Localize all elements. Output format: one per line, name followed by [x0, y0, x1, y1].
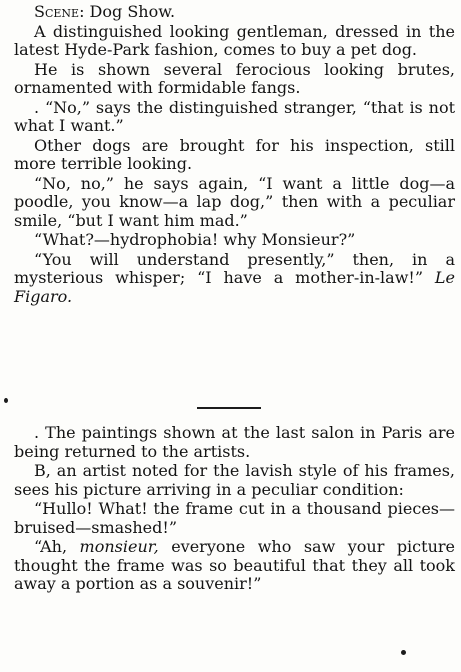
paragraph-hydrophobia: “What?—hydrophobia! why Monsieur?”: [34, 230, 356, 249]
paragraph-hullo: “Hullo! What! the frame cut in a thousand pieces—bruised—smashed!”: [14, 499, 455, 537]
paragraph-artist: B, an artist noted for the lavish style of his frames, sees his picture arriving in a peculiar condition:: [14, 461, 455, 499]
scene-heading: [0, 3, 461, 22]
paragraph-brutes: He is shown several ferocious looking brutes, ornamented with formidable fangs.: [14, 59, 455, 97]
scene-label: Scene: [34, 2, 80, 21]
punchline-text: “You will understand presently,” then, in a mysterious whisper; “I have a mother-in-law!”: [14, 249, 455, 287]
source-attribution: Le Figaro.: [14, 268, 455, 306]
ink-speck: [4, 398, 8, 403]
paragraph-gentleman: A distinguished looking gentleman, dressed in the latest Hyde-Park fashion, comes to buy a pet dog.: [14, 21, 455, 59]
dog-show-anecdote: [0, 3, 461, 307]
souvenir-ending: everyone who saw your picture thought the frame was so beautiful that they all took away a portion as a souvenir!”: [14, 537, 455, 593]
souvenir-italic: monsieur,: [79, 537, 159, 556]
paragraph-other-dogs: Other dogs are brought for his inspection, still more terrible looking.: [14, 135, 455, 173]
paragraph-salon: . The paintings shown at the last salon in Paris are being returned to the artists.: [14, 423, 455, 461]
salon-frames-anecdote: [0, 424, 461, 595]
ink-speck: [401, 650, 406, 655]
paragraph-souvenir: [0, 538, 461, 594]
paragraph-mother-in-law: [0, 251, 461, 307]
scene-value: : Dog Show.: [79, 2, 176, 21]
section-divider: [197, 407, 261, 409]
paragraph-no-reply: . “No,” says the distinguished stranger, “that is not what I want.”: [14, 97, 455, 135]
paragraph-mad-dog: “No, no,” he says again, “I want a little dog—a poodle, you know—a lap dog,” then with a peculiar smile, “but I want him mad.”: [14, 173, 455, 230]
souvenir-opening: “Ah,: [34, 537, 68, 556]
